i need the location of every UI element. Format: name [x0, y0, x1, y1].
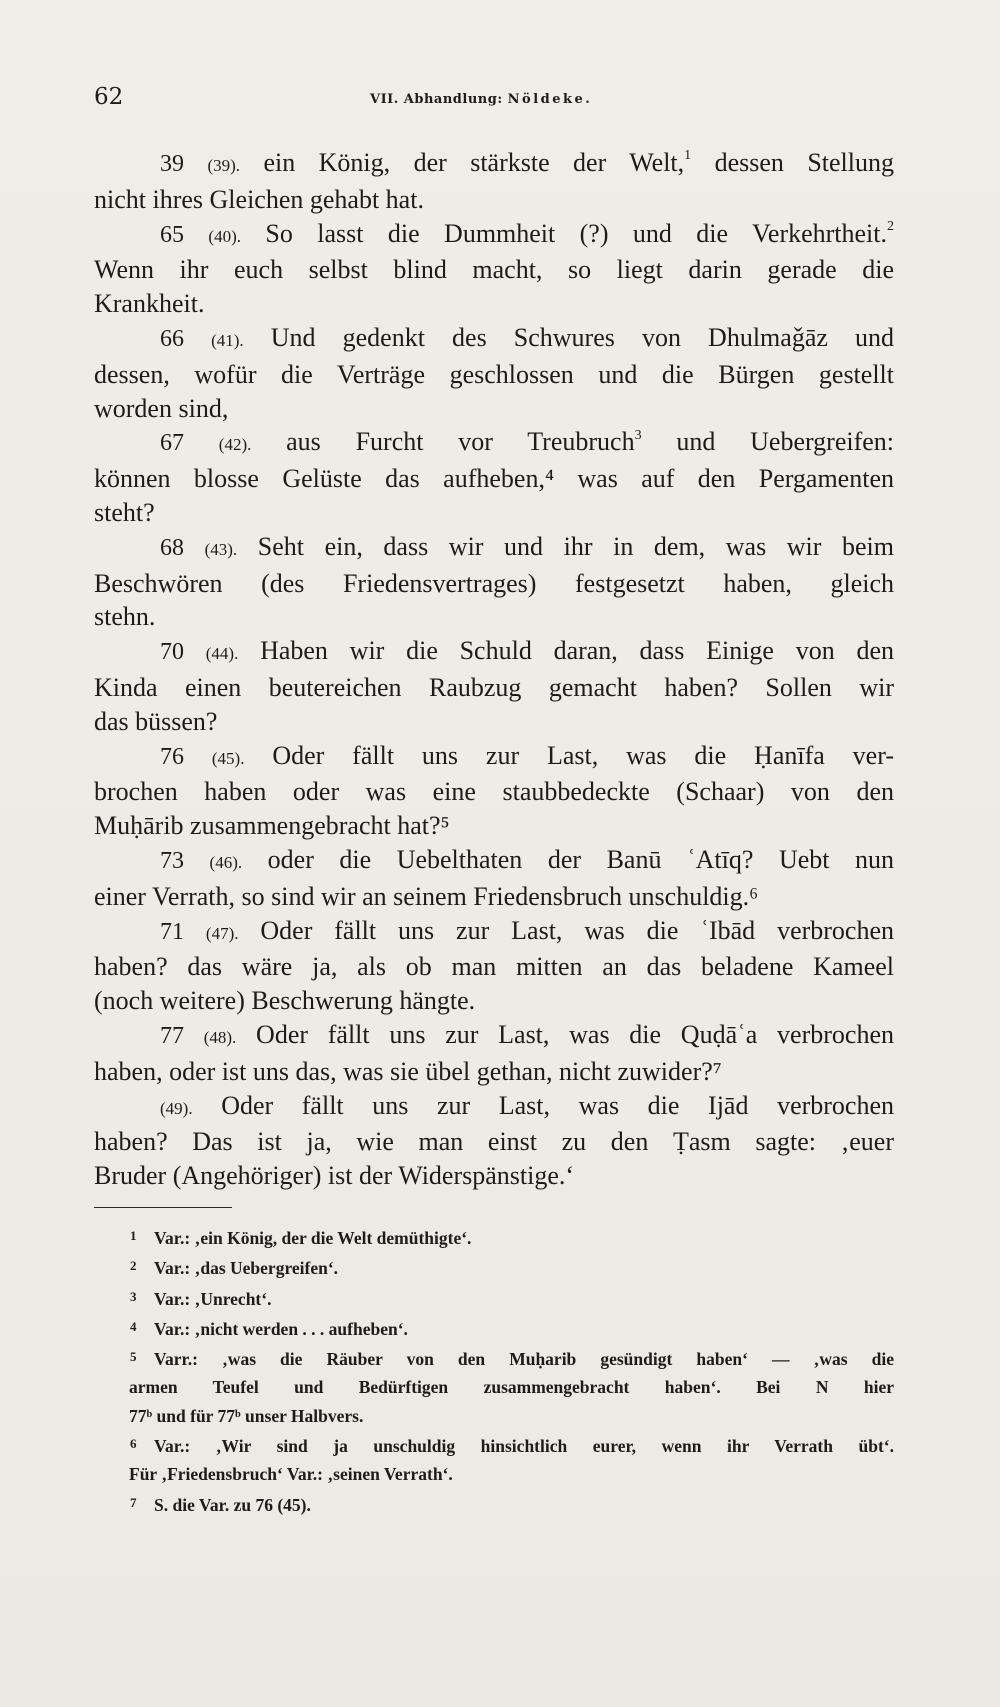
- verse-first-line: [94, 914, 894, 951]
- verse-original-number: (48).: [203, 1027, 237, 1047]
- running-title-author: Nöldeke.: [507, 92, 593, 107]
- verse-text: und Uebergreifen:: [641, 427, 895, 457]
- footnote-text: Var.: ‚Unrechtʻ.: [154, 1288, 272, 1309]
- verse-line: worden sind,: [94, 393, 229, 423]
- verse-original-number: (42).: [218, 435, 252, 455]
- footnote-line: [94, 1489, 894, 1519]
- verse-number: 68: [160, 534, 184, 561]
- verse-first-line: [94, 321, 894, 358]
- translation-text: [94, 146, 894, 1193]
- verse-original-number: (47).: [205, 923, 239, 943]
- verse-line: Beschwören (des Friedensvertrages) festgesetzt haben, gleich: [94, 568, 894, 598]
- footnote-marker: 6: [130, 1436, 137, 1452]
- verse-line: Bruder (Angehöriger) ist der Widerspänstige.ʻ: [94, 1161, 575, 1191]
- verse-text: dessen Stellung: [691, 148, 895, 177]
- footnote-marker: 2: [130, 1258, 137, 1274]
- verse-number: 77: [160, 1022, 184, 1049]
- verse-line: haben, oder ist uns das, was sie übel gethan, nicht zuwider?⁷: [94, 1056, 722, 1086]
- verse-text: Oder fällt uns zur Last, was die Ḥanīfa ver-: [272, 740, 894, 770]
- footnote-text: armen Teufel und Bedürftigen zusammengebracht habenʻ. Bei N hier: [129, 1377, 894, 1398]
- page-number: 62: [94, 84, 124, 110]
- verse-line: haben? Das ist ja, wie man einst zu den Ṭasm sagte: ‚euer: [94, 1127, 894, 1157]
- verse-first-line: [94, 1018, 894, 1055]
- verse-first-line: [94, 843, 894, 880]
- verse-text: Oder fällt uns zur Last, was die ʿIbād verbrochen: [260, 915, 895, 945]
- verse-original-number: (49).: [160, 1098, 193, 1118]
- verse-first-line: [94, 739, 894, 776]
- verse-original-number: (41).: [211, 330, 244, 350]
- footnote-text: Var.: ‚das Uebergreifenʻ.: [154, 1258, 339, 1279]
- verse-original-number: (45).: [211, 748, 245, 768]
- footnote-text: Var.: ‚Wir sind ja unschuldig hinsichtlich eurer, wenn ihr Verrath übtʻ.: [154, 1436, 894, 1457]
- footnotes: [94, 1222, 894, 1519]
- running-head: [94, 84, 888, 120]
- footnote-marker: 4: [130, 1318, 137, 1334]
- verse-first-line: [94, 425, 894, 462]
- verse-text: ein König, der stärkste der Welt,: [263, 148, 685, 177]
- footnote-marker: 1: [130, 1228, 137, 1243]
- footnote-text: 77ᵇ und für 77ᵇ unser Halbvers.: [129, 1405, 364, 1426]
- footnote-text: S. die Var. zu 76 (45).: [154, 1494, 311, 1515]
- footnote-reference: 2: [887, 218, 895, 234]
- verse-first-line: [94, 146, 894, 183]
- verse-number: 66: [160, 325, 184, 352]
- verse-first-line: [94, 634, 894, 671]
- verse-text: Haben wir die Schuld daran, dass Einige von den: [260, 636, 894, 666]
- verse-first-line: [94, 217, 894, 254]
- footnote-text: Var.: ‚ein König, der die Welt demüthigteʻ.: [154, 1228, 472, 1248]
- verse-line: Muḥārib zusammengebracht hat?⁵: [94, 811, 450, 841]
- footnote-line: [94, 1343, 894, 1373]
- verse-line: Kinda einen beutereichen Raubzug gemacht haben? Sollen wir: [94, 672, 894, 702]
- verse-text: Oder fällt uns zur Last, was die Ijād verbrochen: [221, 1090, 895, 1120]
- verse-line: (noch weitere) Beschwerung hängte.: [94, 986, 476, 1016]
- footnote-line: [94, 1460, 894, 1488]
- verse-number: 71: [160, 918, 184, 945]
- verse-original-number: (44).: [205, 644, 239, 664]
- verse-line: stehn.: [94, 602, 156, 632]
- footnote-line: [94, 1402, 894, 1430]
- verse-text: Und gedenkt des Schwures von Dhulmaǧāz und: [270, 322, 894, 352]
- verse-first-line: [94, 1089, 894, 1126]
- footnote-line: [94, 1313, 894, 1343]
- verse-original-number: (43).: [204, 539, 238, 559]
- footnote-line: [94, 1222, 894, 1252]
- footnote-line: [94, 1430, 894, 1460]
- verse-number: 67: [160, 430, 184, 457]
- verse-original-number: (39).: [207, 156, 241, 175]
- verse-line: steht?: [94, 497, 155, 527]
- verse-original-number: (46).: [209, 852, 243, 872]
- verse-text: Oder fällt uns zur Last, was die Quḍāʿa verbrochen: [256, 1019, 894, 1049]
- verse-line: nicht ihres Gleichen gehabt hat.: [94, 184, 424, 214]
- verse-line: Krankheit.: [94, 289, 205, 319]
- footnote-line: [94, 1373, 894, 1401]
- verse-text: oder die Uebelthaten der Banū ʿAtīq? Uebt nun: [267, 844, 895, 874]
- verse-first-line: [94, 530, 894, 567]
- footnote-divider: [94, 1207, 232, 1208]
- footnote-line: [94, 1283, 894, 1313]
- verse-number: 73: [160, 847, 184, 874]
- verse-original-number: (40).: [208, 226, 241, 246]
- verse-line: dessen, wofür die Verträge geschlossen und die Bürgen gestellt: [94, 359, 894, 389]
- footnote-reference: 1: [684, 148, 692, 164]
- running-title-text: VII. Abhandlung:: [370, 92, 503, 107]
- running-title: [370, 92, 592, 107]
- verse-text: So lasst die Dummheit (?) und die Verkehrtheit.: [265, 218, 888, 248]
- verse-line: haben? das wäre ja, als ob man mitten an das beladene Kameel: [94, 952, 894, 982]
- footnote-text: Für ‚Friedensbruchʻ Var.: ‚seinen Verrathʻ.: [129, 1464, 453, 1485]
- verse-number: 76: [160, 743, 184, 770]
- footnote-line: [94, 1252, 894, 1282]
- verse-number: 39: [160, 151, 184, 177]
- verse-line: das büssen?: [94, 706, 218, 736]
- footnote-marker: 3: [130, 1288, 137, 1304]
- verse-line: können blosse Gelüste das aufheben,⁴ was auf den Pergamenten: [94, 464, 894, 494]
- verse-line: einer Verrath, so sind wir an seinem Friedensbruch unschuldig.⁶: [94, 881, 759, 911]
- verse-number: 65: [160, 221, 184, 248]
- verse-number: 70: [160, 639, 184, 666]
- footnote-marker: 7: [130, 1494, 137, 1510]
- footnote-reference: 3: [634, 427, 642, 443]
- footnote-marker: 5: [130, 1349, 137, 1365]
- verse-text: Seht ein, dass wir und ihr in dem, was wir beim: [257, 531, 895, 561]
- verse-text: aus Furcht vor Treubruch: [286, 427, 635, 457]
- verse-line: Wenn ihr euch selbst blind macht, so liegt darin gerade die: [94, 255, 894, 285]
- footnote-text: Varr.: ‚was die Räuber von den Muḥarib gesündigt habenʻ — ‚was die: [154, 1349, 894, 1370]
- footnote-text: Var.: ‚nicht werden . . . aufhebenʻ.: [154, 1318, 408, 1339]
- verse-line: brochen haben oder was eine staubbedeckte (Schaar) von den: [94, 777, 894, 807]
